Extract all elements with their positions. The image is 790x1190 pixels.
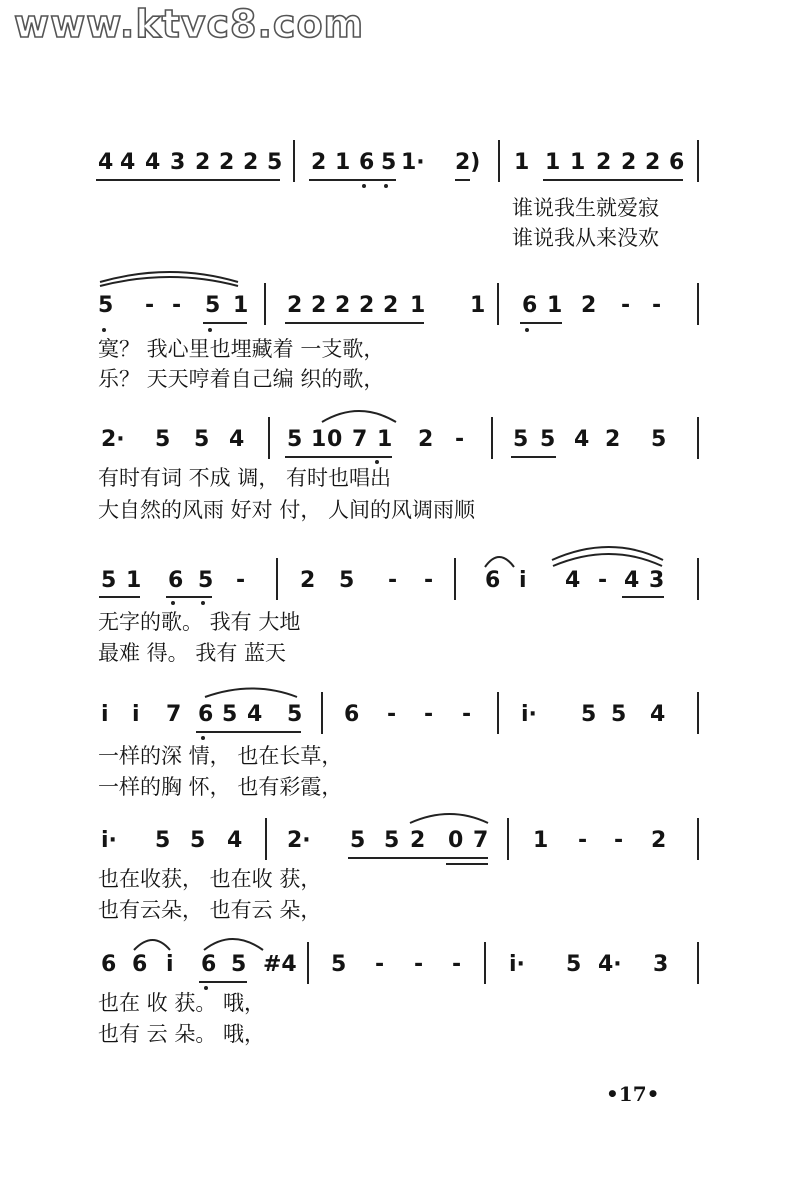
bar-line: [276, 558, 278, 600]
lyric-line-1: 一样的深 情， 也在长草，: [98, 744, 343, 768]
bar-line: [497, 283, 499, 325]
bar-line: [491, 417, 493, 459]
bar-line: [697, 558, 699, 600]
notation-row: 5 - - 5 1 2 2 2 2 2 1 1 6 1 2 - -: [0, 293, 790, 325]
bar-line: [454, 558, 456, 600]
lyric-line-2: 也有 云 朵。 哦，: [98, 1022, 266, 1046]
lyric-line-1: 无字的歌。 我有 大地: [98, 610, 301, 634]
lyric-line-1: 谁说我生就爱寂: [512, 196, 659, 220]
notation-row: 4 4 4 3 2 2 2 5 2 1 6 5 1· 2) 1 1 1 2 2 2 6: [0, 150, 790, 182]
lyric-line-1: 寞？ 我心里也埋藏着 一支歌，: [98, 337, 385, 361]
bar-line: [697, 942, 699, 984]
lyric-line-2: 也有云朵， 也有云 朵，: [98, 898, 322, 922]
lyric-line-1: 也在收获， 也在收 获，: [98, 867, 322, 891]
lyric-line-2: 最难 得。 我有 蓝天: [98, 641, 287, 665]
bar-line: [293, 140, 295, 182]
lyric-line-1: 有时有词 不成 调， 有时也唱出: [98, 466, 392, 490]
watermark: www.ktvc8.com: [14, 2, 365, 46]
bar-line: [264, 283, 266, 325]
bar-line: [321, 692, 323, 734]
bar-line: [697, 692, 699, 734]
notation-row: 6 6 i 6 5 #4 5 - - - i· 5 4· 3: [0, 952, 790, 984]
lyric-line-2: 大自然的风雨 好对 付， 人间的风调雨顺: [98, 498, 476, 522]
notation-row: 2· 5 5 4 5 1 0 7 1 2 - 5 5 4 2 5: [0, 427, 790, 459]
bar-line: [697, 140, 699, 182]
bar-line: [507, 818, 509, 860]
bar-line: [268, 417, 270, 459]
lyric-line-1: 也在 收 获。 哦，: [98, 991, 266, 1015]
notation-row: i· 5 5 4 2· 5 5 2 0 7 1 - - 2: [0, 828, 790, 860]
notation-row: i i 7 6 5 4 5 6 - - - i· 5 5 4: [0, 702, 790, 734]
bar-line: [697, 283, 699, 325]
lyric-line-2: 一样的胸 怀， 也有彩霞，: [98, 775, 343, 799]
bar-line: [497, 692, 499, 734]
bar-line: [498, 140, 500, 182]
bar-line: [484, 942, 486, 984]
lyric-line-2: 谁说我从来没欢: [512, 226, 659, 250]
bar-line: [307, 942, 309, 984]
lyric-line-2: 乐？ 天天哼着自己编 织的歌，: [98, 367, 385, 391]
notation-row: 5 1 6 5 - 2 5 - - 6 i 4 - 4 3: [0, 568, 790, 600]
bar-line: [697, 417, 699, 459]
bar-line: [697, 818, 699, 860]
page-number: •17•: [606, 1082, 660, 1106]
bar-line: [265, 818, 267, 860]
